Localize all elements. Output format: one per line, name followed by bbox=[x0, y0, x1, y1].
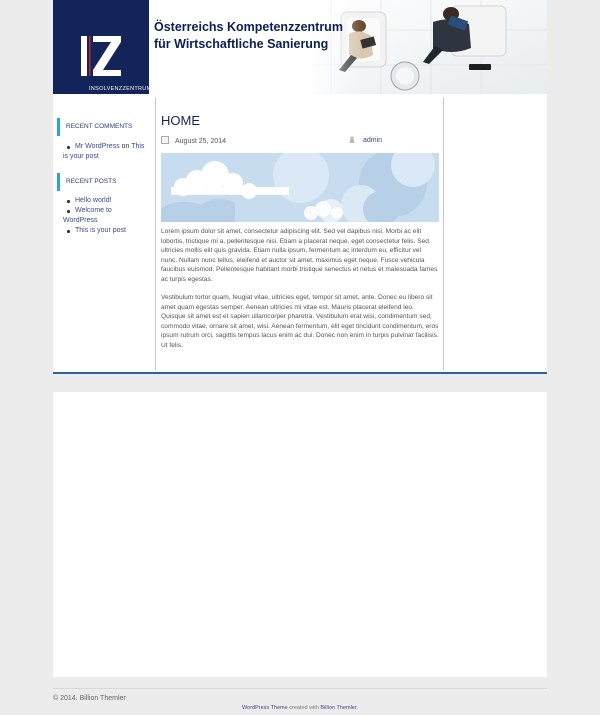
recent-posts-list-cont bbox=[63, 226, 126, 236]
calendar-icon bbox=[161, 136, 169, 144]
credit-text: created with bbox=[289, 705, 319, 711]
comment-post-link-part1[interactable]: This bbox=[131, 143, 145, 150]
post-author bbox=[349, 136, 382, 144]
post-date bbox=[161, 136, 226, 145]
recent-post-link[interactable]: WordPress bbox=[63, 217, 98, 224]
comment-on-text: on bbox=[121, 143, 130, 150]
wordpress-theme-link[interactable]: WordPress Theme bbox=[242, 705, 288, 711]
content-bottom-border bbox=[53, 372, 547, 374]
site-header bbox=[53, 0, 547, 94]
sidebar-divider bbox=[155, 98, 156, 370]
page-title: HOME bbox=[161, 113, 200, 128]
user-icon bbox=[349, 136, 355, 143]
post-author-link[interactable]: admin bbox=[363, 137, 383, 144]
recent-post-link[interactable]: Welcome to bbox=[75, 207, 112, 214]
recent-posts-list bbox=[63, 196, 112, 216]
billion-themler-link[interactable]: Billion Themler bbox=[320, 705, 357, 711]
site-title-line2: für Wirtschaftliche Sanierung bbox=[154, 37, 329, 51]
footer-divider bbox=[53, 688, 547, 689]
post-date-text: August 25, 2014 bbox=[175, 138, 226, 145]
comment-item bbox=[63, 142, 153, 152]
post-paragraph: Vestibulum tortor quam, feugiat vitae, ultricies eget, tempor sit amet, ante. Donec eu libero sit amet quam egestas semper. Aenean ultricies mi vitae est. Mauris placerat eleifend leo. Quisque sit amet est et sapien ullamcorper pharetra. Vestibulum erat wisi, condimentum sed, commodo vitae, ornare sit amet, wisi. Aenean fermentum, elit eget tincidunt condimentum, eros ipsum rutrum orci, sagittis tempus lacus enim ac dui. Donec non enim in turpis pulvinar facilisis. Ut felis. bbox=[161, 294, 439, 349]
footer-credit bbox=[0, 705, 600, 711]
right-column-divider bbox=[443, 98, 444, 370]
comment-item-continued bbox=[63, 152, 99, 162]
recent-post-link[interactable]: This is your post bbox=[75, 227, 126, 234]
recent-comments-title: RECENT COMMENTS bbox=[57, 118, 154, 136]
recent-post-item[interactable] bbox=[63, 206, 112, 216]
lower-content-box bbox=[53, 392, 547, 677]
recent-post-link[interactable]: Hello world! bbox=[75, 197, 112, 204]
comment-post-link-part2[interactable]: is your post bbox=[63, 153, 99, 160]
recent-comments-list bbox=[63, 142, 153, 152]
credit-period: . bbox=[356, 705, 358, 711]
footer-copyright: © 2014. Billion Themler bbox=[53, 695, 126, 702]
recent-post-item[interactable] bbox=[63, 196, 112, 206]
comment-author-link[interactable]: Mr WordPress bbox=[75, 143, 120, 150]
recent-post-item[interactable] bbox=[63, 226, 126, 236]
site-title-line1: Österreichs Kompetenzzentrum bbox=[154, 20, 343, 34]
featured-image bbox=[161, 153, 439, 222]
logo-text: INSOLVENZZENTRUM bbox=[89, 86, 152, 92]
recent-posts-title: RECENT POSTS bbox=[57, 173, 154, 191]
site-title[interactable] bbox=[154, 19, 343, 53]
iz-logo-icon bbox=[77, 36, 125, 76]
site-logo[interactable] bbox=[53, 0, 152, 94]
recent-post-item-continued bbox=[63, 216, 98, 226]
post-paragraph: Lorem ipsum dolor sit amet, consectetur adipiscing elit. Sed vel dapibus nisi. Morbi ac elit lobortis, tristique mi a, pellentesque nisi. Etiam a placerat neque, eget consectetur felis. Sed ultricies mollis elit quis gravida. Etiam nulla ipsum, fermentum ac interdum eu, efficitur vel nunc. Nullam nunc tellus, eleifend et auctor sit amet, maximus eget neque. Fusce vehicula faucibus euismod. Pellentesque habitant morbi tristique senectus et netus et malesuada fames ac turpis egestas. bbox=[161, 228, 438, 283]
